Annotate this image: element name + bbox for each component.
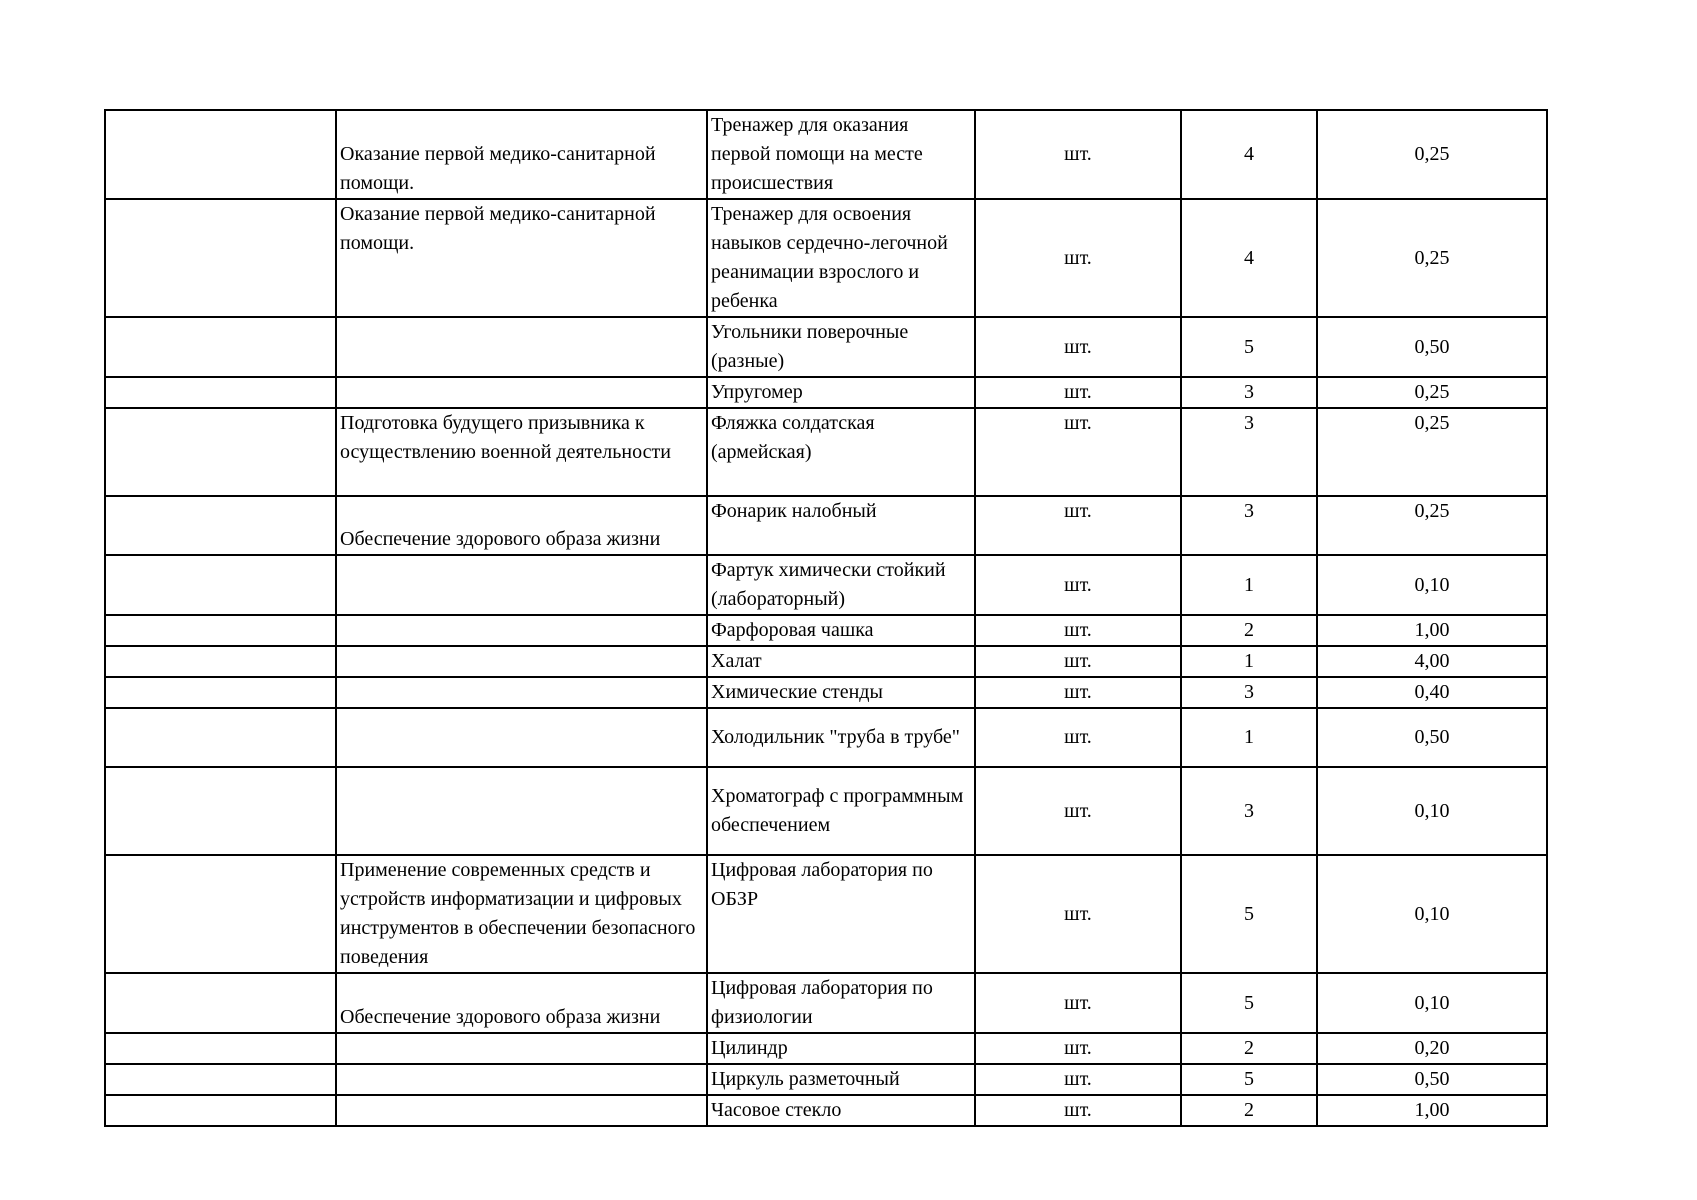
table-row	[105, 615, 1547, 646]
number-cell	[105, 1033, 336, 1064]
item-name-cell: Угольники поверочные (разные)	[707, 317, 975, 377]
quantity-cell: 2	[1181, 1095, 1317, 1126]
section-cell: Оказание первой медико-санитарной помощи.	[336, 110, 707, 199]
section-cell	[336, 767, 707, 855]
table-row	[105, 646, 1547, 677]
unit-cell: шт.	[975, 1033, 1181, 1064]
number-cell	[105, 855, 336, 973]
number-cell	[105, 377, 336, 408]
quantity-cell: 3	[1181, 677, 1317, 708]
table-row	[105, 317, 1547, 377]
section-cell	[336, 1064, 707, 1095]
number-cell	[105, 317, 336, 377]
number-cell	[105, 677, 336, 708]
value-cell: 0,25	[1317, 110, 1547, 199]
number-cell	[105, 646, 336, 677]
item-name-cell: Халат	[707, 646, 975, 677]
table-row	[105, 555, 1547, 615]
value-cell: 0,10	[1317, 555, 1547, 615]
item-name-cell: Тренажер для оказания первой помощи на месте происшествия	[707, 110, 975, 199]
unit-cell: шт.	[975, 646, 1181, 677]
quantity-cell: 4	[1181, 110, 1317, 199]
quantity-cell: 5	[1181, 973, 1317, 1033]
item-name-cell: Цифровая лаборатория по ОБЗР	[707, 855, 975, 973]
quantity-cell: 3	[1181, 377, 1317, 408]
item-name-cell: Хроматограф с программным обеспечением	[707, 767, 975, 855]
unit-cell: шт.	[975, 708, 1181, 767]
unit-cell: шт.	[975, 1095, 1181, 1126]
table-row	[105, 1033, 1547, 1064]
section-cell: Подготовка будущего призывника к осуществлению военной деятельности	[336, 408, 707, 496]
table-row	[105, 677, 1547, 708]
item-name-cell: Упругомер	[707, 377, 975, 408]
value-cell: 0,40	[1317, 677, 1547, 708]
value-cell: 0,20	[1317, 1033, 1547, 1064]
unit-cell: шт.	[975, 677, 1181, 708]
value-cell: 1,00	[1317, 615, 1547, 646]
value-cell: 0,50	[1317, 708, 1547, 767]
number-cell	[105, 1064, 336, 1095]
item-name-cell: Фарфоровая чашка	[707, 615, 975, 646]
unit-cell: шт.	[975, 317, 1181, 377]
unit-cell: шт.	[975, 377, 1181, 408]
quantity-cell: 4	[1181, 199, 1317, 317]
number-cell	[105, 708, 336, 767]
equipment-table	[104, 109, 1548, 1127]
unit-cell: шт.	[975, 1064, 1181, 1095]
item-name-cell: Цифровая лаборатория по физиологии	[707, 973, 975, 1033]
equipment-table-body	[105, 110, 1547, 1126]
number-cell	[105, 199, 336, 317]
table-row	[105, 377, 1547, 408]
unit-cell: шт.	[975, 199, 1181, 317]
quantity-cell: 5	[1181, 855, 1317, 973]
quantity-cell: 3	[1181, 496, 1317, 555]
table-row	[105, 1064, 1547, 1095]
section-cell	[336, 317, 707, 377]
value-cell: 0,50	[1317, 1064, 1547, 1095]
value-cell: 0,10	[1317, 767, 1547, 855]
table-row	[105, 855, 1547, 973]
section-cell: Обеспечение здорового образа жизни	[336, 496, 707, 555]
section-cell	[336, 377, 707, 408]
section-cell	[336, 708, 707, 767]
item-name-cell: Тренажер для освоения навыков сердечно-легочной реанимации взрослого и ребенка	[707, 199, 975, 317]
value-cell: 0,25	[1317, 199, 1547, 317]
unit-cell: шт.	[975, 855, 1181, 973]
value-cell: 4,00	[1317, 646, 1547, 677]
number-cell	[105, 110, 336, 199]
quantity-cell: 3	[1181, 767, 1317, 855]
item-name-cell: Химические стенды	[707, 677, 975, 708]
item-name-cell: Циркуль разметочный	[707, 1064, 975, 1095]
quantity-cell: 1	[1181, 555, 1317, 615]
value-cell: 0,25	[1317, 496, 1547, 555]
unit-cell: шт.	[975, 615, 1181, 646]
quantity-cell: 5	[1181, 1064, 1317, 1095]
section-cell	[336, 615, 707, 646]
number-cell	[105, 1095, 336, 1126]
section-cell	[336, 646, 707, 677]
table-row	[105, 708, 1547, 767]
unit-cell: шт.	[975, 767, 1181, 855]
quantity-cell: 1	[1181, 646, 1317, 677]
number-cell	[105, 408, 336, 496]
table-row	[105, 408, 1547, 496]
section-cell: Оказание первой медико-санитарной помощи.	[336, 199, 707, 317]
table-row	[105, 767, 1547, 855]
table-row	[105, 1095, 1547, 1126]
item-name-cell: Фляжка солдатская (армейская)	[707, 408, 975, 496]
item-name-cell: Цилиндр	[707, 1033, 975, 1064]
item-name-cell: Холодильник "труба в трубе"	[707, 708, 975, 767]
unit-cell: шт.	[975, 496, 1181, 555]
unit-cell: шт.	[975, 555, 1181, 615]
table-row	[105, 199, 1547, 317]
section-cell	[336, 1033, 707, 1064]
item-name-cell: Фартук химически стойкий (лабораторный)	[707, 555, 975, 615]
value-cell: 0,10	[1317, 855, 1547, 973]
table-row	[105, 496, 1547, 555]
value-cell: 1,00	[1317, 1095, 1547, 1126]
section-cell: Применение современных средств и устройств информатизации и цифровых инструментов в обеспечении безопасного поведения	[336, 855, 707, 973]
quantity-cell: 2	[1181, 615, 1317, 646]
table-row	[105, 110, 1547, 199]
section-cell	[336, 677, 707, 708]
value-cell: 0,25	[1317, 377, 1547, 408]
number-cell	[105, 555, 336, 615]
number-cell	[105, 496, 336, 555]
quantity-cell: 2	[1181, 1033, 1317, 1064]
number-cell	[105, 767, 336, 855]
item-name-cell: Фонарик налобный	[707, 496, 975, 555]
section-cell	[336, 555, 707, 615]
unit-cell: шт.	[975, 973, 1181, 1033]
quantity-cell: 1	[1181, 708, 1317, 767]
quantity-cell: 5	[1181, 317, 1317, 377]
table-row	[105, 973, 1547, 1033]
unit-cell: шт.	[975, 110, 1181, 199]
quantity-cell: 3	[1181, 408, 1317, 496]
number-cell	[105, 973, 336, 1033]
section-cell	[336, 1095, 707, 1126]
value-cell: 0,10	[1317, 973, 1547, 1033]
unit-cell: шт.	[975, 408, 1181, 496]
item-name-cell: Часовое стекло	[707, 1095, 975, 1126]
value-cell: 0,25	[1317, 408, 1547, 496]
section-cell: Обеспечение здорового образа жизни	[336, 973, 707, 1033]
value-cell: 0,50	[1317, 317, 1547, 377]
number-cell	[105, 615, 336, 646]
